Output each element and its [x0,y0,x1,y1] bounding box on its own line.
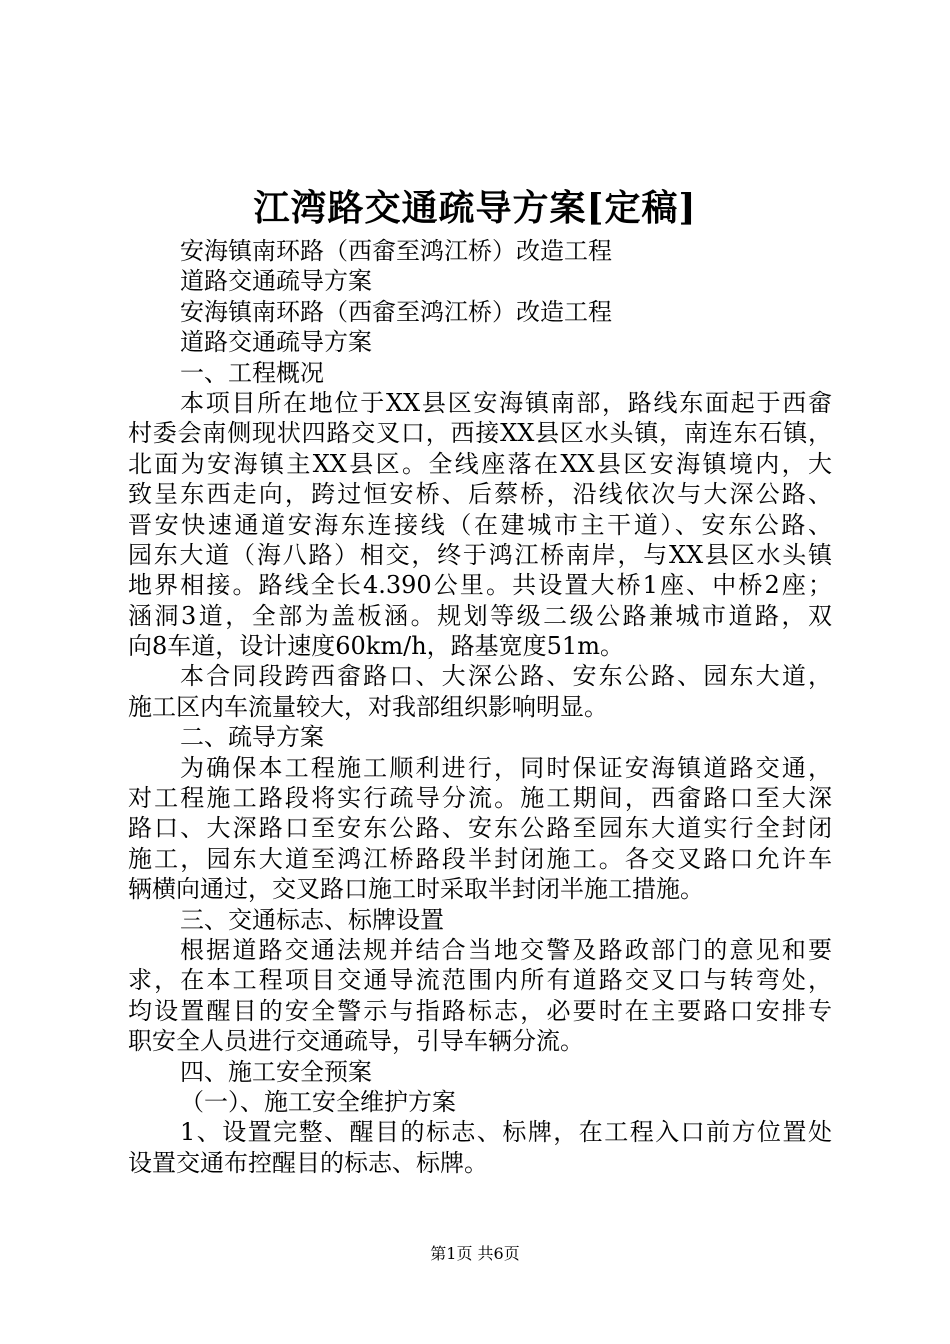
text-line: 道路交通疏导方案 [180,328,372,357]
page-footer: 第1页 共6页 [430,1244,520,1263]
text-line: 求，在本工程项目交通导流范围内所有道路交叉口与转弯处， [128,966,832,995]
text-line: 道路交通疏导方案 [180,267,372,296]
text-line: 北面为安海镇主XX县区。全线座落在XX县区安海镇境内，大 [128,449,832,478]
text-line: 均设置醒目的安全警示与指路标志，必要时在主要路口安排专 [128,996,832,1025]
text-line: 涵洞3道，全部为盖板涵。规划等级二级公路兼城市道路，双 [128,601,832,630]
text-line: （一）、施工安全维护方案 [180,1087,456,1116]
text-line: 致呈东西走向，跨过恒安桥、后蔡桥，沿线依次与大深公路、 [128,480,832,509]
text-line: 地界相接。路线全长4.390公里。共设置大桥1座、中桥2座； [128,571,832,600]
text-line: 1、设置完整、醒目的标志、标牌，在工程入口前方位置处 [180,1118,832,1147]
text-line: 施工，园东大道至鸿江桥路段半封闭施工。各交叉路口允许车 [128,844,832,873]
text-line: 三、交通标志、标牌设置 [180,905,444,934]
text-line: 晋安快速通道安海东连接线（在建城市主干道）、安东公路、 [128,510,832,539]
text-line: 辆横向通过，交叉路口施工时采取半封闭半施工措施。 [128,875,704,904]
text-line: 路口、大深路口至安东公路、安东公路至园东大道实行全封闭 [128,814,832,843]
text-line: 根据道路交通法规并结合当地交警及路政部门的意见和要 [180,935,832,964]
text-line: 园东大道（海八路）相交，终于鸿江桥南岸，与XX县区水头镇 [128,540,832,569]
text-line: 对工程施工路段将实行疏导分流。施工期间，西畲路口至大深 [128,784,832,813]
text-line: 向8车道，设计速度60km/h，路基宽度51m。 [128,632,624,661]
text-line: 安海镇南环路（西畲至鸿江桥）改造工程 [180,237,612,265]
text-line: 设置交通布控醒目的标志、标牌。 [128,1148,488,1177]
text-line: 安海镇南环路（西畲至鸿江桥）改造工程 [180,297,612,326]
text-line: 四、施工安全预案 [180,1057,372,1086]
text-line: 为确保本工程施工顺利进行，同时保证安海镇道路交通， [180,753,832,782]
text-line: 本合同段跨西畲路口、大深公路、安东公路、园东大道， [180,662,832,691]
document-body [128,236,832,1178]
document-title: 江湾路交通疏导方案[定稿] [253,187,697,229]
text-line: 一、工程概况 [180,358,324,387]
text-line: 施工区内车流量较大，对我部组织影响明显。 [128,692,608,721]
text-line: 本项目所在地位于XX县区安海镇南部，路线东面起于西畲 [180,388,832,417]
text-line: 职安全人员进行交通疏导，引导车辆分流。 [128,1027,584,1056]
text-line: 二、疏导方案 [180,723,324,752]
text-line: 村委会南侧现状四路交叉口，西接XX县区水头镇，南连东石镇， [128,419,832,448]
